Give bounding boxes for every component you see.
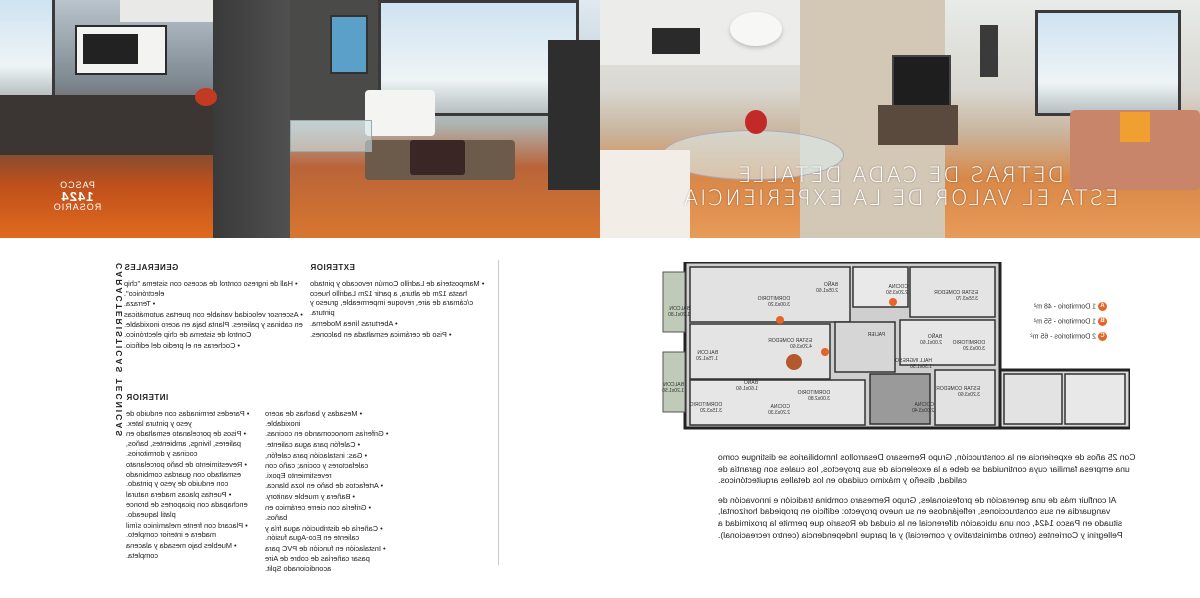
room-label: BALCON 1.20x1.50 [662, 382, 684, 394]
television [892, 55, 951, 109]
list-item: • Cocheras en el predio del edificio. [124, 340, 240, 350]
dining-window [1035, 10, 1181, 116]
brand-line2: ROSARIO [52, 202, 102, 212]
room-label: DORMITORIO 3.00x3.20 [757, 296, 790, 308]
headline [600, 164, 1200, 216]
list-item: • Revestimiento de baño porcelanato esmaltado con guardas combinado con enduido de yeso y pintado. [126, 459, 247, 489]
list-item: • Griferías monocomando en cocinas. [265, 429, 389, 439]
list-item: • Bañera y mueble vanitory. [265, 492, 356, 502]
legend-item: C 2 Dormitorios - 65 m² [1030, 332, 1110, 341]
fruit-bowl [195, 88, 217, 106]
pendant-lamp [730, 12, 782, 46]
kitchen-window [0, 0, 55, 95]
exterior-title: EXTERIOR [310, 263, 355, 272]
list-item: • Paredes terminadas con enduido de yeso y pintura latex. [126, 408, 250, 428]
list-item: • Pisos de porcelanato esmaltado en palieres, livings, ambientes, baños, cocinas y dormitorios. [126, 429, 247, 458]
intro-paragraph-2: Al confluir más de una generación de profesionales, Grupo Remesaro combina tradición e innovación de vanguardia en sus construcciones, reflejándose en su nuevo proyecto: edificio en propiedad horizontal, situado en Pasco 1424, con una ubicación diferencial en la ciudad de Rosario que permite la proximidad a Pellegrini y Corrientes (centro administrativo y comercial) y al parque Independencia (centro recreacional). [718, 494, 1123, 540]
room-label: COCINA 2.00x3.40 [912, 402, 934, 414]
list-item: • Instalación en función de PVC para pasar cañerías de cobre de Aire acondicionado Split. [265, 544, 386, 573]
brand-number: 1424 [60, 189, 94, 204]
generales-title: GENERALES [124, 263, 179, 272]
technical-specs [114, 255, 500, 585]
list-item: • Muebles bajo mesada y alacena completa. [126, 541, 237, 560]
list-item: • Mampostería de Ladrillo Común revocado y pintado hasta 12m de altura, a partir 12m Ladrillo hueco c/cámara de aire, revoque impermeable, grueso y pintura. [310, 278, 485, 318]
kitchen-photo [0, 0, 290, 238]
legend-item: A 1 Dormitorio - 48 m² [1030, 302, 1110, 311]
list-item: • Piso de cerámica esmaltada en balcones. [310, 329, 452, 339]
oven [652, 28, 700, 54]
headline-line1: DETRAS DE CADA DETALLE [735, 163, 1065, 187]
legend-item: B 1 Dormitorio - 55 m² [1030, 317, 1110, 326]
interior-list-left [265, 409, 390, 575]
headline-line2: ESTA EL VALOR DE LA EXPERIENCIA [681, 186, 1119, 210]
room-label: PALIER [867, 332, 885, 338]
cushion [1120, 112, 1150, 142]
room-label: ESTAR COMEDOR 4.20x3.60 [768, 338, 812, 350]
tv-column [548, 40, 600, 190]
brand-line1: PASCO [59, 180, 95, 190]
microwave [75, 25, 167, 75]
intro-text [718, 452, 1136, 549]
living-room-photo [290, 0, 600, 238]
room-label: BAÑO 2.00x1.60 [920, 334, 942, 346]
room-label: ESTAR COMEDOR 3.20x3.60 [936, 386, 980, 398]
list-item: • Puertas placas madera natural enchapada con picaportes de bronce platil laqueado. [126, 490, 248, 519]
list-item: • Gas: instalación para calefón, calefactores y cocina; caño con revestimiento Epoxi. [265, 450, 369, 480]
specs-generales [124, 263, 304, 351]
kitchen-column [213, 0, 290, 238]
list-item: • Ascensor velocidad variable con puertas automáticas en cabinas y palieres. Planta baja en acero inoxidable. Control de sistema de chip electrónico. [124, 310, 303, 339]
specs-section-title: CARACTERISTICAS TECNICAS [114, 263, 124, 439]
room-label: BAÑO 2.05x1.60 [816, 282, 838, 294]
room-label: COCINA 2.20x3.30 [768, 404, 790, 416]
list-item: • Terraza. [124, 299, 156, 309]
room-label: BALCON 1.20x1.80 [668, 306, 690, 318]
room-label: DORMITORIO 3.15x3.20 [689, 402, 722, 414]
interior-list-right [126, 409, 251, 562]
plan-legend [1030, 302, 1110, 341]
glass-table [290, 120, 372, 152]
specs-exterior [310, 263, 490, 341]
floor-plan [660, 262, 1130, 430]
list-item: • Hall de ingreso control de acceso con sistema "chip electrónico". [124, 278, 298, 298]
kitchen-cabinet [120, 0, 215, 22]
room-label: ESTAR COMEDOR 3.55x3.70 [934, 290, 978, 302]
list-item: • Placard con frente melamínico símil madera e interior completo. [126, 520, 248, 540]
room-label: DORMITORIO 3.00x3.20 [952, 340, 985, 352]
brand-logo [42, 180, 112, 213]
wall-painting [330, 15, 368, 74]
list-item: • Calefón para agua caliente. [265, 440, 361, 450]
room-label: BALCON 1.75x1.20 [696, 350, 718, 362]
kitchen-counter [0, 95, 213, 155]
ottoman [410, 140, 465, 175]
list-item: • Cañería de distribución agua fría y caliente en Eco-Agua fusión. [265, 523, 383, 543]
list-item: • Mesadas y bachas de acero inoxidable. [265, 408, 363, 428]
list-item: • Grifería con cierre cerámico en baños. [265, 502, 372, 522]
intro-paragraph-1: Con 25 años de experiencia en la construcción, Grupo Remesaro Desarrollos Inmobiliarios se distingue como una empresa familiar cuya continuidad se debe a la excelencia de sus proyectos, los cuales son garantía de calidad, diseño y máximo cuidado en los detalles arquitectónicos. [718, 452, 1136, 486]
photo-strip [0, 0, 1200, 238]
room-label: COCINA 2.20x3.50 [886, 284, 908, 296]
tv-stand [878, 105, 958, 145]
interior-title: INTERIOR [126, 393, 169, 402]
room-label: BAÑO 1.60x1.60 [736, 380, 758, 392]
page-divider [498, 260, 499, 565]
flower-vase [745, 110, 767, 134]
list-item: • Artefactos de baño en loza blanca. [265, 481, 384, 491]
specs-interior [126, 393, 396, 575]
list-item: • Aberturas línea Moderna. [310, 318, 398, 328]
room-label: DORMITORIO 3.00x2.80 [797, 390, 830, 402]
sofa [365, 90, 435, 136]
room-label: HALL INGRESO 1.30x1.50 [895, 358, 932, 370]
wall-frames [980, 25, 998, 77]
